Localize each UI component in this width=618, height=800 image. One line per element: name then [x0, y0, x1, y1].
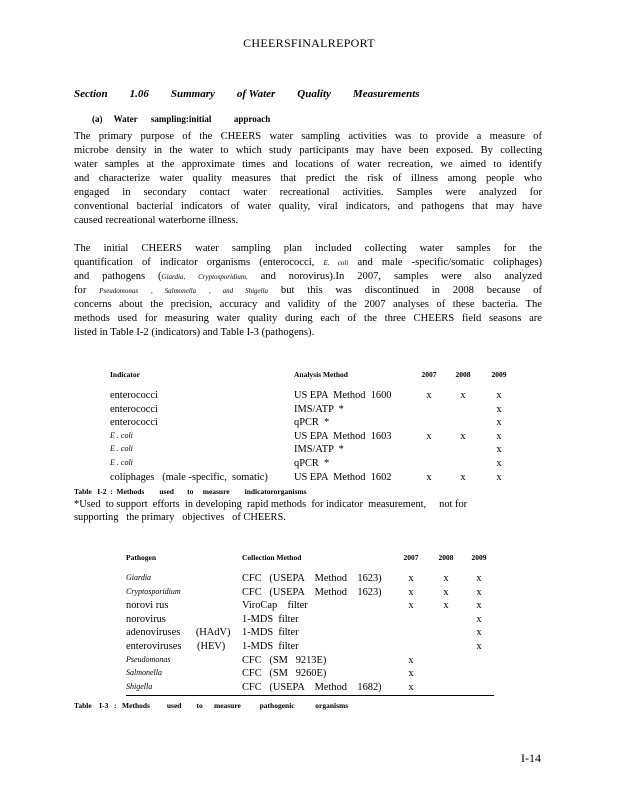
- table-row: [126, 587, 494, 601]
- year-mark: x: [476, 586, 482, 598]
- row-method: CFC (USEPA Method 1623): [242, 586, 382, 598]
- column-header: 2007: [403, 553, 419, 562]
- table-row: [126, 668, 494, 682]
- paragraph-line: microbe density in the water to which study participants may have been exposed. By collecting: [74, 145, 542, 156]
- table-row: [110, 417, 516, 431]
- column-header: Pathogen: [126, 553, 156, 562]
- year-mark: [428, 655, 464, 669]
- year-mark: x: [408, 681, 414, 693]
- year-mark: x: [426, 430, 432, 442]
- year-mark: x: [443, 586, 449, 598]
- row-label: Cryptosporidium: [126, 586, 181, 596]
- year-mark: x: [496, 390, 502, 401]
- year-mark: x: [496, 457, 502, 469]
- table-row: [126, 655, 494, 669]
- paragraph-line: listed in Table I-2 (indicators) and Table I-3 (pathogens).: [74, 327, 315, 338]
- paragraph-line: methods used for measuring water quality during each of the three CHEERS field seasons are: [74, 313, 542, 324]
- row-method: ViroCap filter: [242, 600, 308, 612]
- year-mark: x: [408, 600, 414, 612]
- italic-organism: Cryptosporidium,: [198, 273, 248, 281]
- row-label: enterococci: [110, 390, 158, 401]
- year-mark: [414, 404, 444, 418]
- table-row: [110, 472, 516, 486]
- row-method: US EPA Method 1603: [294, 430, 392, 442]
- year-mark: [394, 614, 428, 628]
- row-method: CFC (USEPA Method 1682): [242, 681, 382, 693]
- section-label: Section: [74, 88, 108, 100]
- table-row: [110, 431, 516, 445]
- table-header-row: [110, 370, 516, 390]
- text-segment: but this was discontinued in 2008 because of: [280, 285, 542, 296]
- table-row: [126, 627, 494, 641]
- year-mark: x: [408, 586, 414, 598]
- table-row: [110, 404, 516, 418]
- table-row: [110, 390, 516, 404]
- section-title-word: Measurements: [352, 88, 420, 100]
- paragraph-sampling-plan: [74, 242, 542, 340]
- section-heading: [74, 88, 442, 100]
- text-segment: and norovirus).In 2007, samples were also analyzed: [260, 271, 542, 282]
- paragraph-line: [74, 270, 542, 284]
- year-mark: x: [476, 600, 482, 612]
- paragraph-line: The initial CHEERS water sampling plan included collecting water samples for the: [74, 243, 542, 254]
- row-method: 1-MDS filter: [242, 640, 299, 652]
- row-label: enterococci: [110, 403, 158, 415]
- year-mark: x: [443, 573, 449, 584]
- italic-organism: E. coli: [323, 259, 349, 267]
- paragraph-line: caused recreational waterborne illness.: [74, 215, 239, 226]
- row-label: Shigella: [126, 681, 153, 691]
- year-mark: [464, 668, 494, 682]
- year-mark: x: [408, 668, 414, 680]
- section-number: 1.06: [129, 88, 149, 100]
- table-row: [126, 600, 494, 614]
- table-footnote: [74, 498, 467, 524]
- row-label: Giardia: [126, 573, 152, 582]
- year-mark: x: [496, 403, 502, 415]
- text-segment: for: [74, 285, 87, 296]
- paragraph-line: The primary purpose of the CHEERS water sampling activities was to provide a measure of: [74, 131, 542, 142]
- year-mark: x: [460, 471, 466, 483]
- paragraph-line: [74, 256, 542, 270]
- year-mark: x: [408, 654, 414, 666]
- year-mark: x: [426, 390, 432, 401]
- row-method: CFC (USEPA Method 1623): [242, 573, 382, 584]
- year-mark: [428, 641, 464, 655]
- year-mark: x: [496, 471, 502, 483]
- column-header: Collection Method: [242, 553, 302, 562]
- row-label: adenoviruses (HAdV): [126, 627, 231, 639]
- table-caption: Table I-3 : Methods used to measure pathogenic organisms: [74, 701, 349, 710]
- row-label: E . coli: [110, 444, 133, 454]
- indicator-table: [110, 370, 516, 485]
- year-mark: [394, 641, 428, 655]
- year-mark: x: [426, 471, 432, 483]
- year-mark: [394, 627, 428, 641]
- paragraph-line: conventional bacterial indicators of water quality, viral indicators, and pathogens that may have: [74, 201, 542, 212]
- row-method: IMS/ATP *: [294, 444, 344, 456]
- row-method: qPCR *: [294, 457, 330, 469]
- column-header: 2007: [421, 370, 437, 379]
- row-label: enterococci: [110, 417, 158, 429]
- row-method: CFC (SM 9260E): [242, 668, 327, 680]
- year-mark: [428, 614, 464, 628]
- year-mark: x: [460, 390, 466, 401]
- italic-organism: , and Shigella: [208, 287, 269, 295]
- column-header: 2009: [491, 370, 507, 379]
- paragraph-line: concerns about the precision, accuracy and validity of the 2007 analyses of these bacteria. The: [74, 299, 542, 310]
- page-number: I-14: [521, 751, 541, 765]
- row-label: norovi rus: [126, 600, 169, 612]
- year-mark: x: [443, 600, 449, 612]
- column-header: Analysis Method: [294, 370, 348, 379]
- year-mark: x: [496, 417, 502, 429]
- italic-organism: Giardia,: [161, 273, 186, 281]
- year-mark: [464, 655, 494, 669]
- year-mark: x: [460, 430, 466, 442]
- footnote-line: *Used to support efforts in developing rapid methods for indicator measurement, not for: [74, 499, 468, 510]
- text-segment: quantification of indicator organisms (enterococci,: [74, 257, 315, 268]
- report-header: CHEERSFINALREPORT: [243, 36, 375, 50]
- section-title-word: of Water: [236, 88, 276, 100]
- year-mark: [414, 444, 444, 458]
- row-method: US EPA Method 1602: [294, 471, 392, 483]
- column-header: 2008: [455, 370, 471, 379]
- year-mark: [444, 417, 482, 431]
- year-mark: [428, 668, 464, 682]
- text-segment: and male -specific/somatic coliphages): [357, 257, 543, 268]
- row-method: 1-MDS filter: [242, 613, 299, 625]
- table-header-row: [126, 553, 494, 573]
- table-row: [110, 458, 516, 472]
- year-mark: [464, 682, 494, 696]
- paragraph-line: and characterize water quality measures that predict the risk of illness among people who: [74, 173, 542, 184]
- row-label: E . coli: [110, 430, 133, 440]
- row-label: coliphages (male -specific, somatic): [110, 471, 268, 483]
- year-mark: x: [476, 613, 482, 625]
- row-method: CFC (SM 9213E): [242, 654, 327, 666]
- section-title-word: Summary: [170, 88, 215, 100]
- year-mark: [414, 458, 444, 472]
- year-mark: x: [476, 640, 482, 652]
- paragraph-purpose: [74, 130, 542, 228]
- row-label: Salmonella: [126, 668, 162, 678]
- year-mark: x: [476, 627, 482, 639]
- row-label: E . coli: [110, 457, 133, 467]
- row-label: norovirus: [126, 613, 166, 625]
- year-mark: x: [496, 444, 502, 456]
- year-mark: x: [476, 573, 482, 584]
- year-mark: [444, 404, 482, 418]
- section-title-word: Quality: [297, 88, 331, 100]
- row-method: US EPA Method 1600: [294, 390, 392, 401]
- column-header: 2009: [471, 553, 487, 562]
- column-header: Indicator: [110, 370, 140, 379]
- year-mark: [444, 458, 482, 472]
- footnote-line: supporting the primary objectives of CHEERS.: [74, 512, 286, 523]
- row-label: Pseudomonas: [126, 654, 171, 664]
- paragraph-line: water samples at the approximate times and locations of water recreation, we aimed to identify: [74, 159, 542, 170]
- table-row: [126, 614, 494, 628]
- italic-organism: Pseudomonas: [99, 287, 139, 295]
- table-row: [126, 573, 494, 587]
- row-label: enteroviruses (HEV): [126, 640, 226, 652]
- pathogen-table: [126, 553, 494, 696]
- paragraph-line: engaged in secondary contact water recreational activities. Samples were analyzed for: [74, 187, 542, 198]
- table-caption: Table I-2 : Methods used to measure indicatororganisms: [74, 487, 307, 496]
- italic-organism: , Salmonella: [150, 287, 197, 295]
- year-mark: [414, 417, 444, 431]
- row-method: IMS/ATP *: [294, 403, 344, 415]
- row-method: qPCR *: [294, 417, 330, 429]
- table-row: [126, 682, 494, 696]
- year-mark: [444, 444, 482, 458]
- year-mark: x: [496, 430, 502, 442]
- text-segment: and pathogens (: [74, 271, 162, 282]
- table-row: [126, 641, 494, 655]
- column-header: 2008: [438, 553, 454, 562]
- year-mark: [428, 627, 464, 641]
- subsection-heading: (a) Water sampling:initial approach: [92, 114, 271, 124]
- year-mark: x: [408, 573, 414, 584]
- paragraph-line: [74, 284, 542, 298]
- year-mark: [428, 682, 464, 696]
- table-row: [110, 444, 516, 458]
- row-method: 1-MDS filter: [242, 627, 299, 639]
